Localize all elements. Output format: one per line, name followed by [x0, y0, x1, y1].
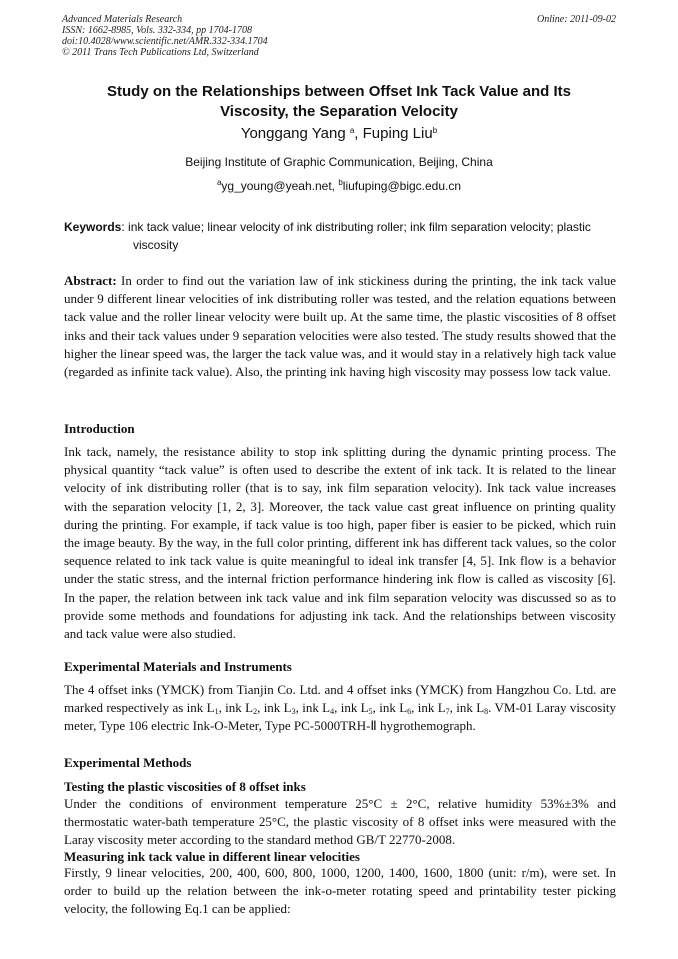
- materials-text-a: The 4 offset inks (YMCK) from Tianjin Co. Ltd. and 4 offset inks (YMCK) from Hangzhou Co. Ltd. are marked respectively as ink L: [64, 682, 616, 716]
- author-separator: ,: [354, 125, 363, 142]
- email-line: [60, 178, 618, 194]
- title-line-2: Viscosity, the Separation Velocity: [220, 103, 458, 120]
- ink-sub: 4: [330, 707, 335, 717]
- ink-sub: 5: [368, 707, 373, 717]
- online-date: Online: 2011-09-02: [537, 14, 616, 25]
- title-line-1: Study on the Relationships between Offset Ink Tack Value and Its: [107, 83, 571, 100]
- methods-sub1-heading: Testing the plastic viscosities of 8 offset inks: [64, 779, 306, 794]
- author-list: [60, 125, 618, 143]
- keywords: [64, 218, 616, 254]
- methods-sub1-text: Under the conditions of environment temperature 25°C ± 2°C, relative humidity 53%±3% and thermostatic water-bath temperature 25°C, the plastic viscosity of 8 offset inks were measured with the Laray viscosity meter according to the standard method GB/T 22770-2008.: [64, 796, 616, 848]
- email-b[interactable]: liufuping@bigc.edu.cn: [342, 179, 462, 193]
- ink-prefix: ink L: [263, 700, 292, 716]
- copyright-line: © 2011 Trans Tech Publications Ltd, Switzerland: [62, 47, 259, 58]
- journal-name: Advanced Materials Research: [62, 14, 183, 25]
- ink-prefix: ink L: [340, 700, 369, 716]
- ink-sub: 1: [214, 707, 219, 717]
- author-2: Fuping Liu: [362, 125, 433, 142]
- methods-sub2-heading: Measuring ink tack value in different linear velocities: [64, 849, 360, 864]
- ink-prefix: ink L: [456, 700, 485, 716]
- ink-prefix: ink L: [379, 700, 408, 716]
- email-b-mark: b: [338, 178, 343, 187]
- doi-line[interactable]: doi:10.4028/www.scientific.net/AMR.332-334.1704: [62, 36, 268, 47]
- author-1: Yonggang Yang: [240, 125, 346, 142]
- materials-text-b: . VM-01 Laray viscosity meter, Type 106 electric Ink-O-Meter, Type PC-5000TRH-Ⅱ hygrothemograph.: [64, 700, 617, 734]
- methods-heading: Experimental Methods: [64, 755, 192, 770]
- ink-sub: 3: [291, 707, 296, 717]
- journal-header: [62, 14, 616, 58]
- introduction-heading: Introduction: [64, 421, 135, 436]
- materials-text: The 4 offset inks (YMCK) from Tianjin Co. Ltd. and 4 offset inks (YMCK) from Hangzhou Co. Ltd. are marked respectively as ink $L_1$, ink $L_2$, ink $L_3$, ink $L_4$, ink $L_5$, ink $L_6$, ink $L_7$, ink $L_8$. VM-01 Laray viscosity meter, Type 106 electric Ink-O-Meter, Type PC-5000TRH-Ⅱ hygrothemograph.: [64, 682, 617, 734]
- keywords-label: Keywords: [64, 220, 122, 234]
- author-1-mark: a: [349, 126, 355, 135]
- materials-heading: Experimental Materials and Instruments: [64, 659, 292, 674]
- keywords-text-cont: viscosity: [133, 238, 179, 252]
- paper-title: [60, 82, 618, 122]
- abstract-text: In order to find out the variation law of ink stickiness during the printing, the ink tack value under 9 different linear velocities of ink distributing roller was tested, and the relation equations between tack value and the roller linear velocity were built up. At the same time, the plastic viscosities of 8 offset inks and their tack values under 9 separation velocities were also tested. The study results showed that the higher the linear speed was, the larger the tack value was, and it would stay in a relatively high tack value (regarded as infinite tack value). Also, the printing ink having high viscosity may possess low tack value.: [64, 273, 616, 380]
- ink-prefix: ink L: [417, 700, 446, 716]
- ink-prefix: ink L: [302, 700, 331, 716]
- ink-prefix: ink L: [225, 700, 254, 716]
- email-a[interactable]: yg_young@yeah.net,: [221, 179, 339, 193]
- keywords-text: : ink tack value; linear velocity of ink distributing roller; ink film separation velocity; plastic: [121, 220, 591, 234]
- methods-sub2-text: Firstly, 9 linear velocities, 200, 400, 600, 800, 1000, 1200, 1400, 1600, 1800 (unit: r/m), were set. In order to build up the relation between the ink-o-meter rotating speed and printability tester picking velocity, the following Eq.1 can be applied:: [64, 865, 616, 917]
- abstract-label: Abstract:: [64, 273, 117, 288]
- ink-sub: 6: [407, 707, 412, 717]
- ink-sub: 2: [253, 707, 258, 717]
- ink-sub: 8: [484, 707, 489, 717]
- abstract: [64, 272, 616, 381]
- email-a-mark: a: [216, 178, 222, 187]
- ink-sub: 7: [445, 707, 450, 717]
- issn-line: ISSN: 1662-8985, Vols. 332-334, pp 1704-1708: [62, 25, 252, 36]
- affiliation: Beijing Institute of Graphic Communication, Beijing, China: [185, 155, 493, 169]
- author-2-mark: b: [432, 126, 438, 135]
- introduction-text: Ink tack, namely, the resistance ability to stop ink splitting during the dynamic printing process. The physical quantity “tack value” is often used to describe the extent of ink tack. It is related to the linear velocity of ink distributing roller (that is to say, ink film separation velocity). Ink tack value increases with the separation velocity [1, 2, 3]. Moreover, the tack value cast great influence on printing quality during the printing. For example, if tack value is too high, paper fiber is easier to be picked, which ruin the image beauty. By the way, in the full color printing, different ink has different tack values, so the color sequence related to ink tack value is quite meaningful to ideal ink transfer [4, 5]. Ink flow is a behavior under the static stress, and the internal friction performance hindering ink flow is called as viscosity [6]. In the paper, the relation between ink tack value and ink film separation velocity was discussed so as to provide some methods and foundations for adjusting ink tack. And the relationships between viscosity and tack value were also studied.: [64, 444, 616, 642]
